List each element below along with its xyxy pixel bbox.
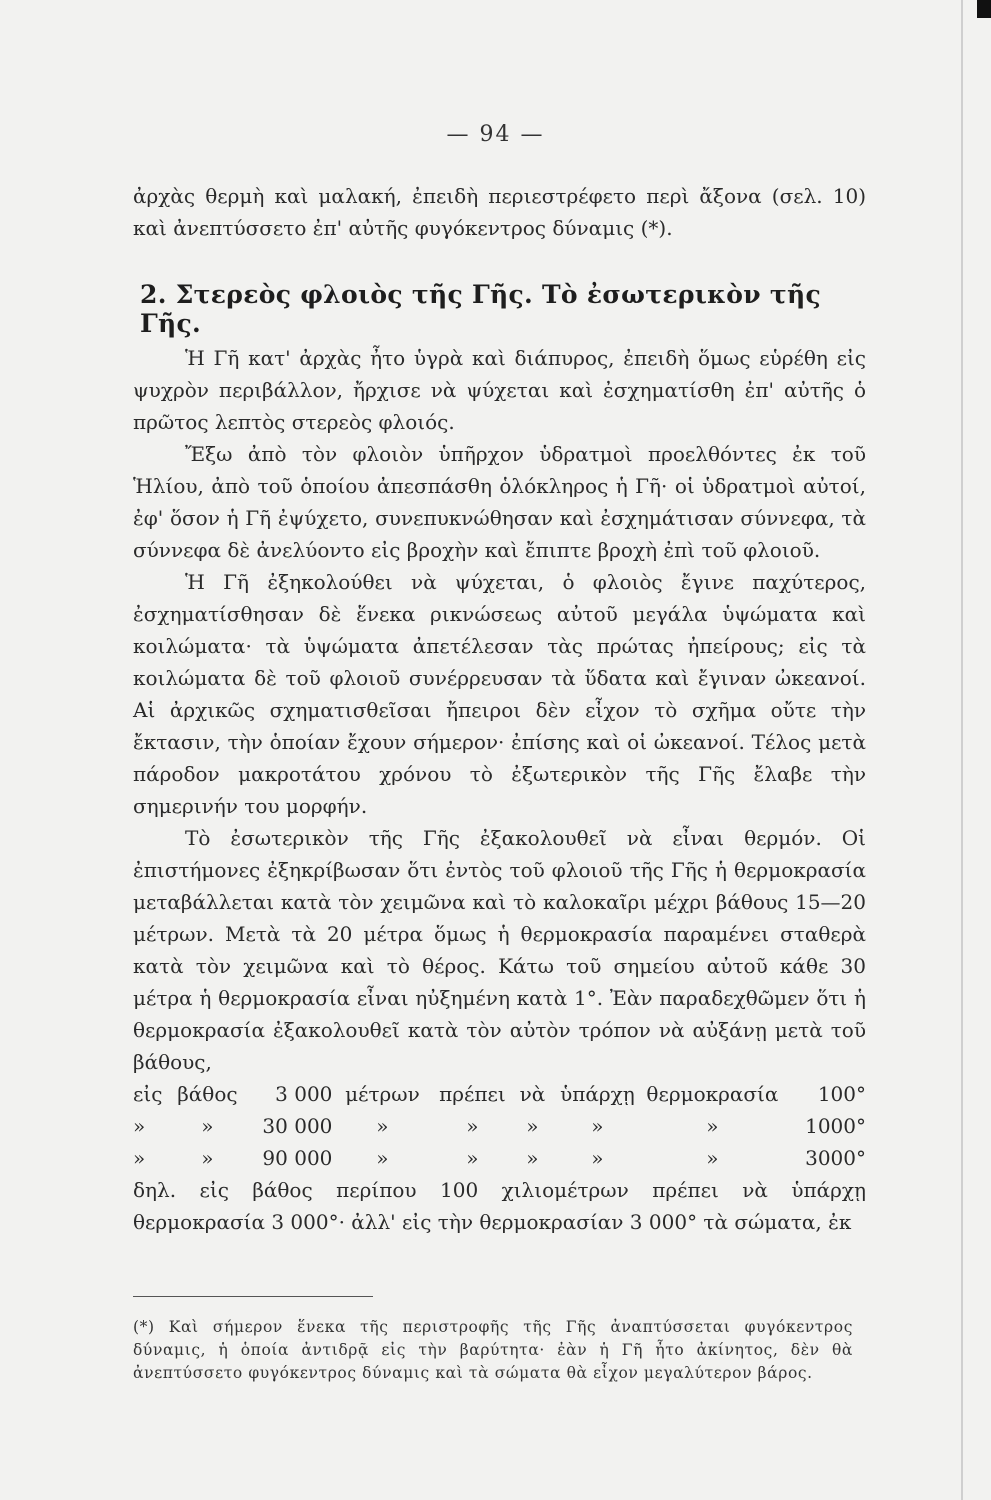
closing-paragraph: δηλ. εἰς βάθος περίπου 100 χιλιομέτρων πρέπει νὰ ὑπάρχῃ θερμοκρασία 3 000°· ἀλλ' εἰς τὴν θερμοκρασίαν 3 000° τὰ σώματα, ἐκ bbox=[133, 1178, 866, 1234]
scan-edge-mark bbox=[977, 0, 991, 18]
section-heading: 2. Στερεὸς φλοιὸς τῆς Γῆς. Τὸ ἐσωτερικὸν τῆς Γῆς. bbox=[140, 280, 821, 338]
table-row: » » 30 000 » » » » » 1000° bbox=[133, 1114, 866, 1138]
paragraph-3: Ἡ Γῆ ἐξηκολούθει νὰ ψύχεται, ὁ φλοιὸς ἔγινε παχύτερος, ἐσχηματίσθησαν δὲ ἕνεκα ρικνώσεως αὐτοῦ μεγάλα ὑψώματα καὶ κοιλώματα· τὰ ὑψώματα ἀπετέλεσαν τὰς πρώτας ἠπείρους; εἰς τὰ κοιλώματα δὲ τοῦ φλοιοῦ συνέρρευσαν τὰ ὕδατα καὶ ἔγιναν ὠκεανοί. Αἱ ἀρχικῶς σχηματισθεῖσαι ἤπειροι δὲν εἶχον τὸ σχῆμα οὔτε τὴν ἔκτασιν, τὴν ὁποίαν ἔχουν σήμερον· ἐπίσης καὶ οἱ ὠκεανοί. Τέλος μετὰ πάροδον μακροτάτου χρόνου τὸ ἐξωτερικὸν τῆς Γῆς ἔλαβε τὴν σημερινήν του μορφήν. bbox=[133, 570, 866, 818]
paragraph-4: Τὸ ἐσωτερικὸν τῆς Γῆς ἐξακολουθεῖ νὰ εἶναι θερμόν. Οἱ ἐπιστήμονες ἐξηκρίβωσαν ὅτι ἐντὸς τοῦ φλοιοῦ τῆς Γῆς ἡ θερμοκρασία μεταβάλλεται κατὰ τὸν χειμῶνα καὶ τὸ καλοκαῖρι μέχρι βάθους 15—20 μέτρων. Μετὰ τὰ 20 μέτρα ὅμως ἡ θερμοκρασία παραμένει σταθερὰ κατὰ τὸν χειμῶνα καὶ τὸ θέρος. Κάτω τοῦ σημείου αὐτοῦ κάθε 30 μέτρα ἡ θερμοκρασία εἶναι ηὐξημένη κατὰ 1°. Ἐὰν παραδεχθῶμεν ὅτι ἡ θερμοκρασία ἐξακολουθεῖ κατὰ τὸν αὐτὸν τρόπον νὰ αὐξάνῃ μετὰ τοῦ βάθους, bbox=[133, 826, 866, 1074]
body-text bbox=[133, 342, 866, 1238]
table-row: » » 90 000 » » » » » 3000° bbox=[133, 1146, 866, 1170]
footnote-divider bbox=[133, 1296, 373, 1297]
footnote: (*) Καὶ σήμερον ἕνεκα τῆς περιστροφῆς τῆς Γῆς ἀναπτύσσεται φυγόκεντρος δύναμις, ἡ ὁποία ἀντιδρᾷ εἰς τὴν βαρύτητα· ἐὰν ἡ Γῆ ἦτο ἀκίνητος, δὲν θὰ ἀνεπτύσσετο φυγόκεντρος δύναμις καὶ τὰ σώματα θὰ εἶχον μεγαλύτερον βάρος. bbox=[133, 1318, 853, 1382]
page-edge-line bbox=[961, 0, 963, 1500]
depth-temperature-table bbox=[133, 1078, 866, 1174]
table-row: εἰς βάθος 3 000 μέτρων πρέπει νὰ ὑπάρχῃ θερμοκρασία 100° bbox=[133, 1082, 866, 1106]
intro-paragraph: ἀρχὰς θερμὴ καὶ μαλακή, ἐπειδὴ περιεστρέφετο περὶ ἄξονα (σελ. 10) καὶ ἀνεπτύσσετο ἐπ' αὐτῆς φυγόκεντρος δύναμις (*). bbox=[133, 184, 866, 240]
paragraph-1: Ἡ Γῆ κατ' ἀρχὰς ἦτο ὑγρὰ καὶ διάπυρος, ἐπειδὴ ὅμως εὑρέθη εἰς ψυχρὸν περιβάλλον, ἤρχισε νὰ ψύχεται καὶ ἐσχηματίσθη ἐπ' αὐτῆς ὁ πρῶτος λεπτὸς στερεὸς φλοιός. bbox=[133, 346, 866, 434]
paragraph-2: Ἔξω ἀπὸ τὸν φλοιὸν ὑπῆρχον ὑδρατμοὶ προελθόντες ἐκ τοῦ Ἡλίου, ἀπὸ τοῦ ὁποίου ἀπεσπάσθη ὁλόκληρος ἡ Γῆ· οἱ ὑδρατμοὶ αὐτοί, ἐφ' ὅσον ἡ Γῆ ἐψύχετο, συνεπυκνώθησαν καὶ ἐσχημάτισαν σύννεφα, τὰ σύννεφα δὲ ἀνελύοντο εἰς βροχὴν καὶ ἔπιπτε βροχὴ ἐπὶ τοῦ φλοιοῦ. bbox=[133, 442, 866, 562]
page-number: — 94 — bbox=[446, 122, 545, 147]
